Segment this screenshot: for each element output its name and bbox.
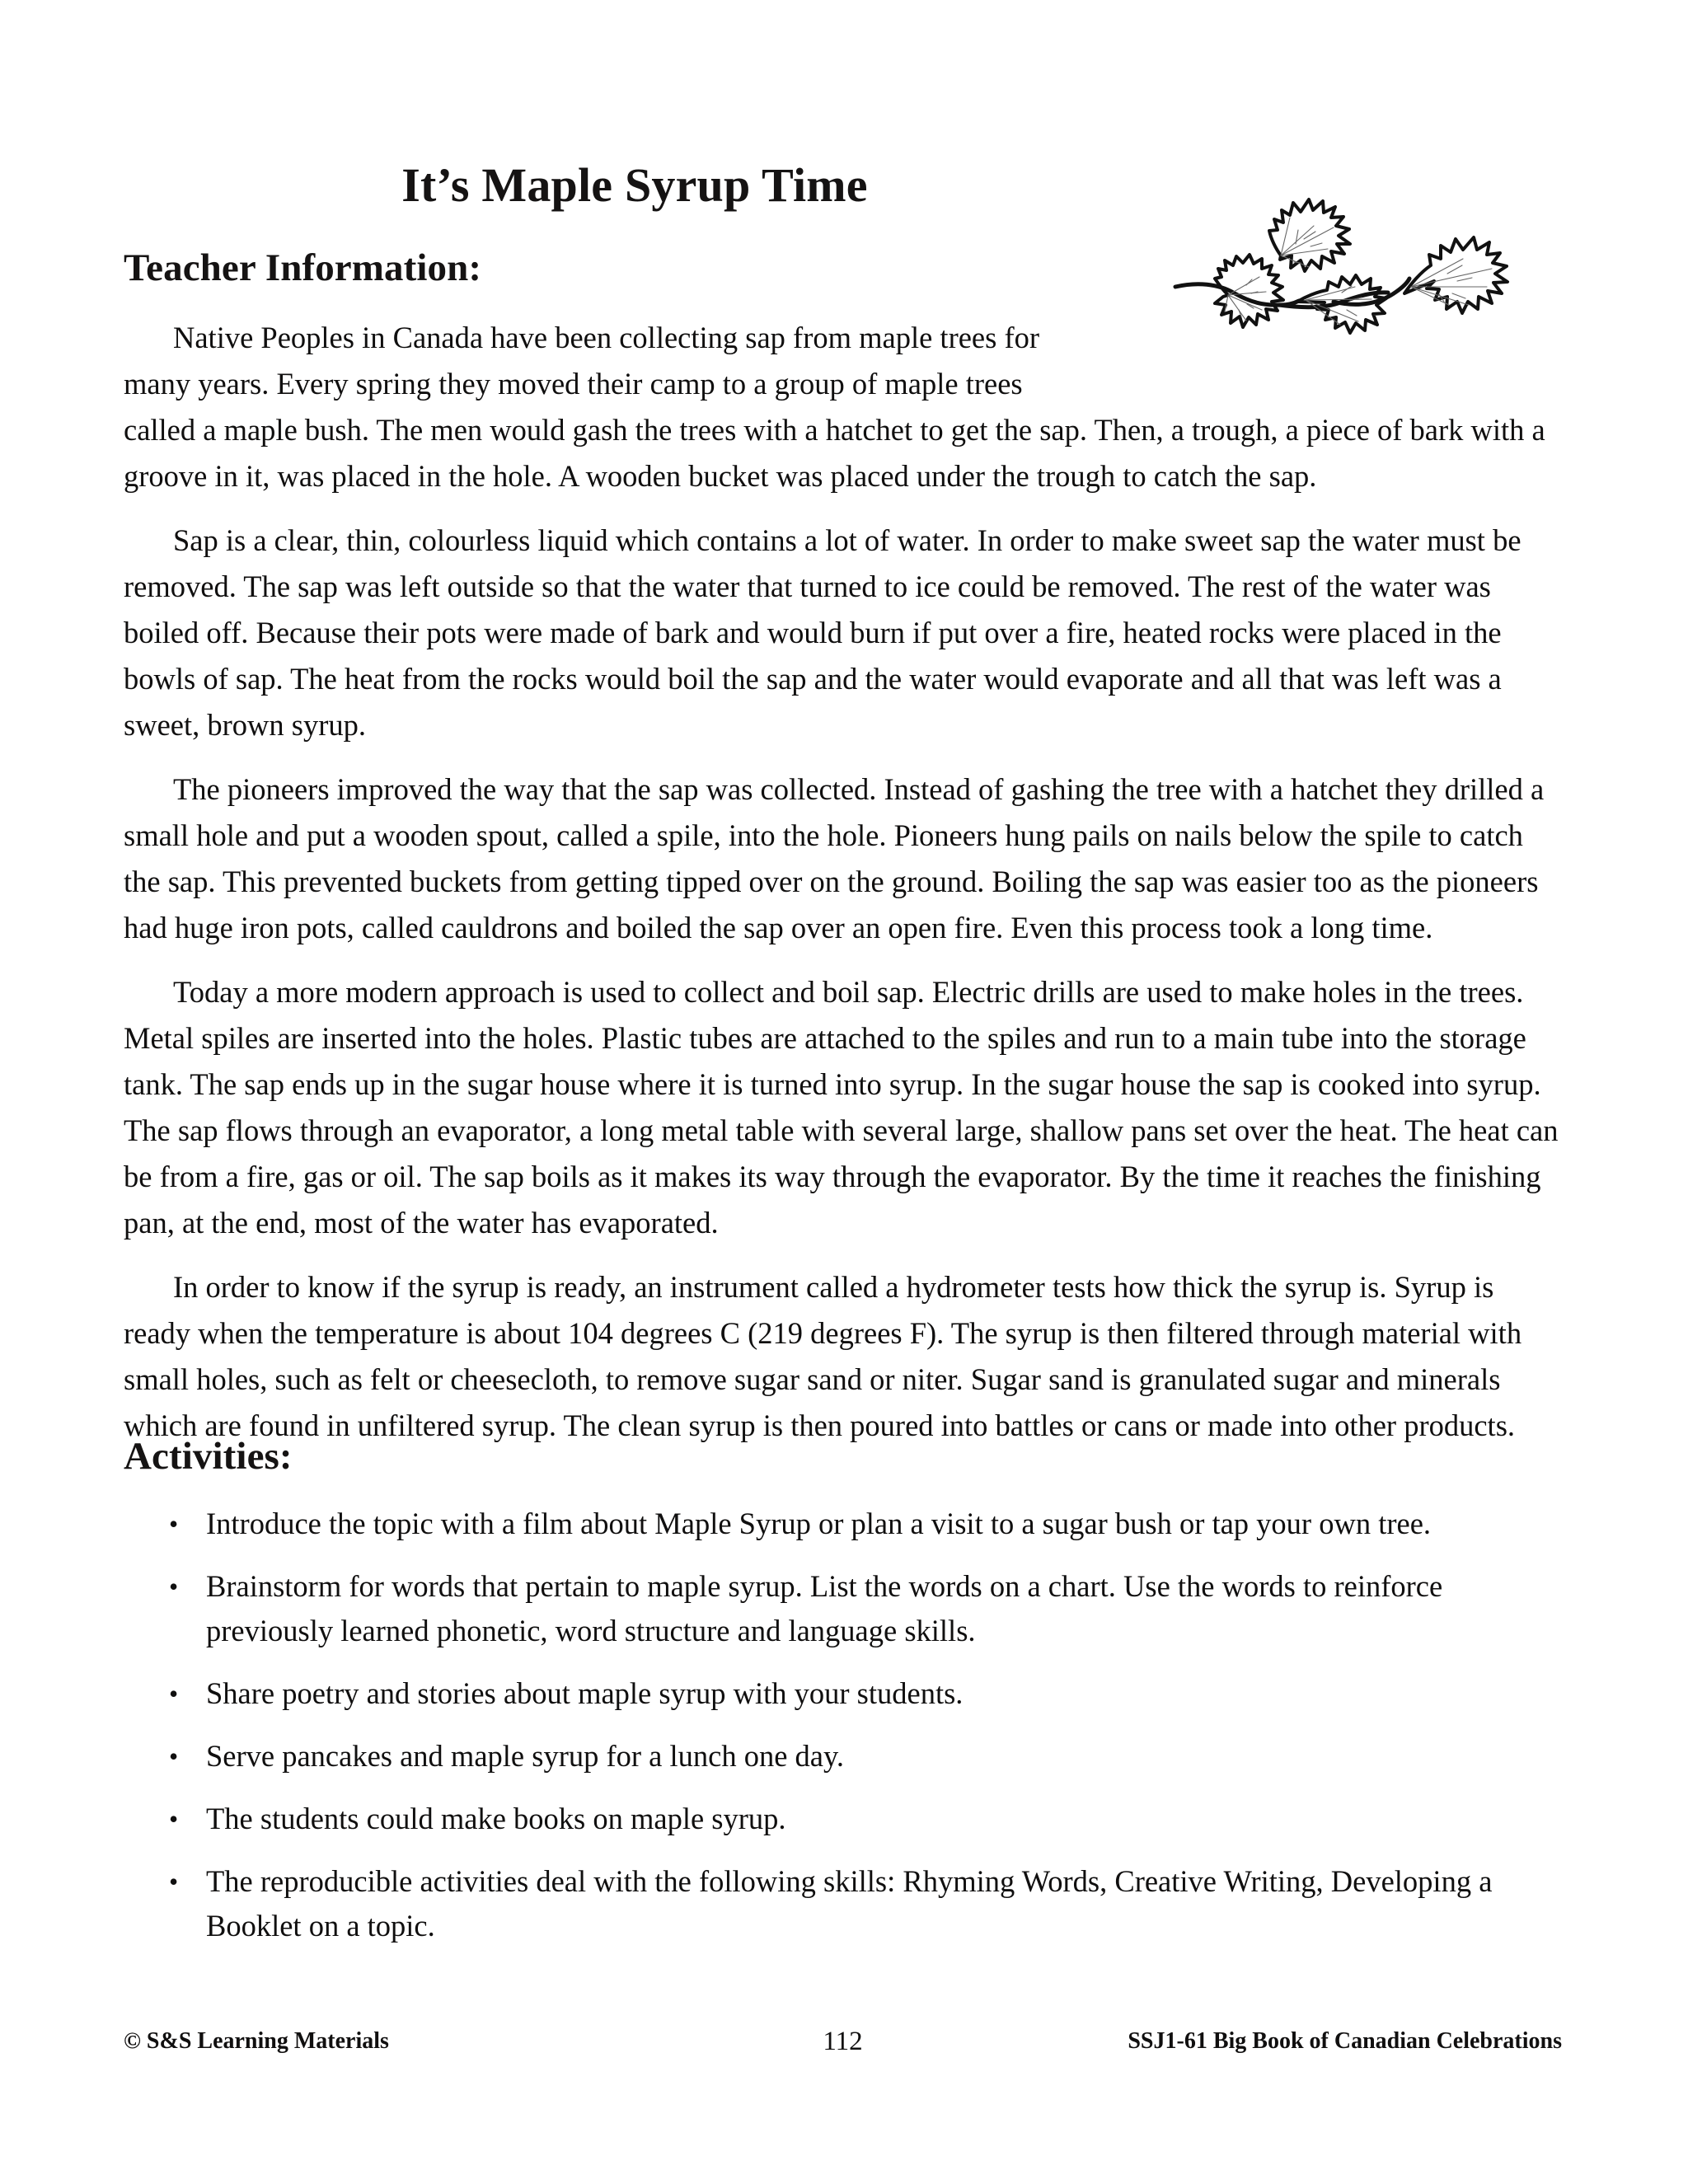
footer-source: SSJ1-61 Big Book of Canadian Celebrations (1128, 2028, 1562, 2054)
footer-copyright: © S&S Learning Materials (124, 2028, 389, 2054)
list-item-text: The reproducible activities deal with the following skills: Rhyming Words, Creative Writing, Developing a Booklet on a topic. (206, 1864, 1493, 1943)
list-item-text: Brainstorm for words that pertain to maple syrup. List the words on a chart. Use the words to reinforce previously learned phonetic, word structure and language skills. (206, 1569, 1443, 1647)
list-item-text: The students could make books on maple syrup. (206, 1802, 786, 1835)
page-footer (124, 2023, 1562, 2060)
list-item-text: Share poetry and stories about maple syrup with your students. (206, 1676, 964, 1710)
bullet-icon: • (169, 1509, 179, 1539)
paragraph: In order to know if the syrup is ready, an instrument called a hydrometer tests how thick the syrup is. Syrup is ready when the temperature is about 104 degrees C (219 degrees F). The syrup is then filtered through material with small holes, such as felt or cheesecloth, to remove sugar sand or niter. Sugar sand is granulated sugar and minerals which are found in unfiltered syrup. The clean syrup is then poured into battles or cans or made into other products. (124, 1270, 1522, 1442)
bullet-icon: • (169, 1741, 179, 1771)
list-item-text: Introduce the topic with a film about Maple Syrup or plan a visit to a sugar bush or tap your own tree. (206, 1507, 1432, 1540)
activities-heading: Activities: (124, 1435, 293, 1478)
paragraph: The pioneers improved the way that the sap was collected. Instead of gashing the tree with a hatchet they drilled a small hole and put a wooden spout, called a spile, into the hole. Pioneers hung pails on nails below the spile to catch the sap. This prevented buckets from getting tipped over on the ground. Boiling the sap was easier too as the pioneers had huge iron pots, called cauldrons and boiled the sap over an open fire. Even this process took a long time. (124, 772, 1545, 944)
illustration-text-wrap-spacer (1100, 315, 1562, 407)
paragraph: Sap is a clear, thin, colourless liquid which contains a lot of water. In order to make sweet sap the water must be removed. The sap was left outside so that the water that turned to ice could be removed. The rest of the water was boiled off. Because their pots were made of bark and would burn if put over a fire, heated rocks were placed in the bowls of sap. The heat from the rocks would boil the sap and the water would evaporate and all that was left was a sweet, brown syrup. (124, 523, 1522, 742)
bullet-icon: • (169, 1867, 179, 1896)
list-item (124, 1502, 1562, 1546)
list-item (124, 1564, 1562, 1653)
title-row (124, 158, 1146, 212)
teacher-information-heading: Teacher Information: (124, 246, 482, 289)
list-item (124, 1734, 1562, 1779)
bullet-icon: • (169, 1679, 179, 1708)
page-title: It’s Maple Syrup Time (401, 158, 868, 212)
list-item-text: Serve pancakes and maple syrup for a lunch one day. (206, 1739, 844, 1773)
list-item (124, 1671, 1562, 1716)
footer-page-number: 112 (823, 2027, 863, 2056)
activities-list (124, 1502, 1562, 1948)
teacher-information-body (124, 315, 1562, 1449)
bullet-icon: • (169, 1572, 179, 1601)
list-item (124, 1797, 1562, 1841)
paragraph: Today a more modern approach is used to collect and boil sap. Electric drills are used to make holes in the trees. Metal spiles are inserted into the holes. Plastic tubes are attached to the spiles and run to a main tube into the storage tank. The sap ends up in the sugar house where it is turned into syrup. In the sugar house the sap is cooked into syrup. The sap flows through an evaporator, a long metal table with several large, shallow pans set over the heat. The heat can be from a fire, gas or oil. The sap boils as it makes its way through the evaporator. By the time it reaches the finishing pan, at the end, most of the water has evaporated. (124, 975, 1559, 1240)
list-item (124, 1859, 1562, 1948)
paragraph-text: Native Peoples in Canada have been collecting sap from maple trees for many years. Every spring they moved their camp to a group of maple trees called a maple bush. The men would gash the trees with a hatchet to get the sap. Then, a trough, a piece of bark with a groove in it, was placed in the hole. A wooden bucket was placed under the trough to catch the sap. (124, 321, 1545, 493)
paragraph (124, 315, 1562, 499)
bullet-icon: • (169, 1804, 179, 1834)
